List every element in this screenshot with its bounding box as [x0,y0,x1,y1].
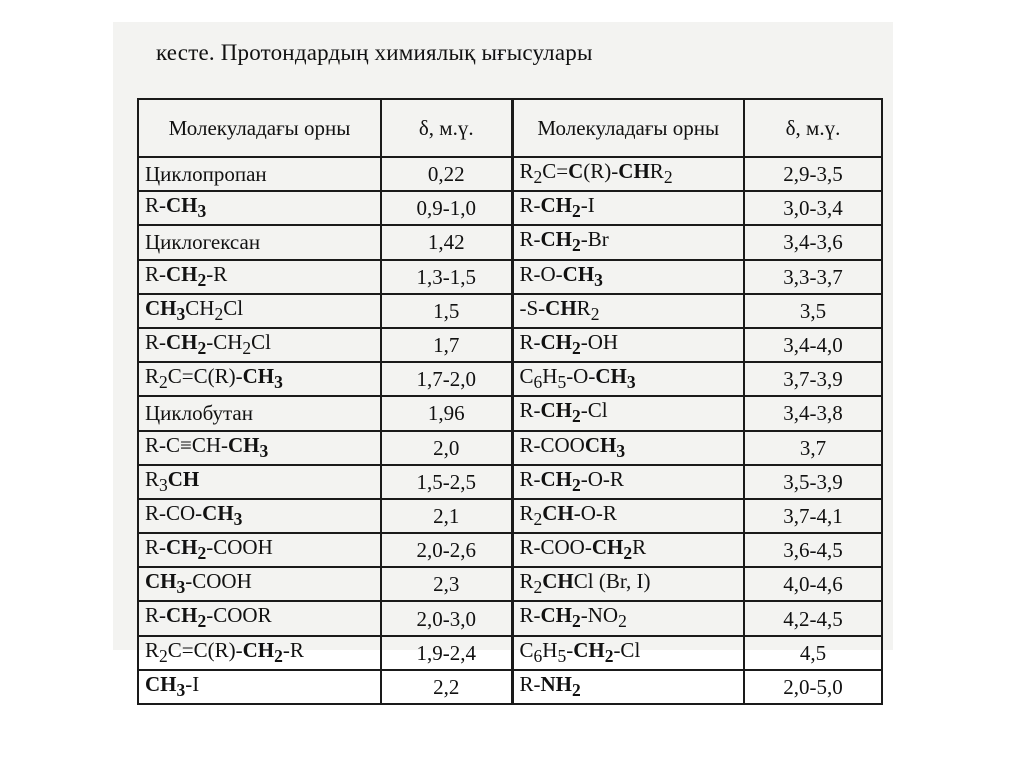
table-row [138,533,882,567]
table-row [138,499,882,533]
group-left-cell: Циклогексан [138,225,381,259]
table-row [138,191,882,225]
group-right-cell: $R-CH_2-OH$ [512,328,744,362]
group-right-cell: $R-CH_2-Br$ [512,225,744,259]
group-right-cell: $R-O-CH_3$ [512,260,744,294]
shift-left-cell: 1,96 [381,396,512,430]
header-shift-left: δ, м.ү. [381,99,512,157]
group-right-cell: $R_2CHCl$ (Br, I) [512,567,744,601]
table-row [138,225,882,259]
group-right-cell: $R-COOCH_3$ [512,431,744,465]
group-left-cell: $R-CH_3$ [138,191,381,225]
shift-right-cell: 4,5 [744,636,882,670]
table-row [138,567,882,601]
table-row [138,670,882,704]
table-row [138,601,882,635]
group-left-cell: $CH_3$-COOH [138,567,381,601]
chemical-shift-table [137,98,883,705]
shift-right-cell: 3,4-3,8 [744,396,882,430]
table-row [138,431,882,465]
group-left-cell: $R_2C=C(R)-CH_2-R$ [138,636,381,670]
group-right-cell: $C_6H_5-O-CH_3$ [512,362,744,396]
header-row [138,99,882,157]
shift-left-cell: 2,0 [381,431,512,465]
group-left-cell: $R_3CH$ [138,465,381,499]
group-right-cell: $R-CH_2-NO_2$ [512,601,744,635]
shift-left-cell: 2,1 [381,499,512,533]
table-row [138,157,882,191]
group-left-cell: $R-C\equiv CH-CH_3$ [138,431,381,465]
group-left-cell: $R-CH_2$-COOR [138,601,381,635]
group-left-cell: $CH_3-I$ [138,670,381,704]
table-row [138,362,882,396]
table-row [138,636,882,670]
group-right-cell: $C_6H_5-CH_2-Cl$ [512,636,744,670]
shift-left-cell: 2,2 [381,670,512,704]
shift-left-cell: 2,0-3,0 [381,601,512,635]
group-left-cell: Циклопропан [138,157,381,191]
shift-right-cell: 3,5 [744,294,882,328]
header-group-right: Молекуладағы орны [512,99,744,157]
table-row [138,260,882,294]
shift-right-cell: 4,2-4,5 [744,601,882,635]
shift-right-cell: 4,0-4,6 [744,567,882,601]
shift-right-cell: 3,4-3,6 [744,225,882,259]
group-right-cell: $R-COO-CH_2R$ [512,533,744,567]
shift-left-cell: 1,3-1,5 [381,260,512,294]
table-body [138,157,882,704]
shift-left-cell: 2,0-2,6 [381,533,512,567]
shift-right-cell: 3,6-4,5 [744,533,882,567]
group-left-cell: $R-CH_2$-COOH [138,533,381,567]
shift-left-cell: 0,22 [381,157,512,191]
table-row [138,465,882,499]
group-left-cell: $R-CH_2-CH_2Cl$ [138,328,381,362]
shift-right-cell: 2,9-3,5 [744,157,882,191]
shift-right-cell: 3,3-3,7 [744,260,882,294]
group-left-cell: Циклобутан [138,396,381,430]
shift-left-cell: 1,7-2,0 [381,362,512,396]
shift-right-cell: 3,5-3,9 [744,465,882,499]
group-right-cell: $R_2C=C(R)-CHR_2$ [512,157,744,191]
table-row [138,294,882,328]
group-left-cell: $R_2C=C(R)-CH_3$ [138,362,381,396]
shift-left-cell: 1,42 [381,225,512,259]
shift-left-cell: 1,5-2,5 [381,465,512,499]
group-left-cell: $CH_3CH_2Cl$ [138,294,381,328]
header-shift-right: δ, м.ү. [744,99,882,157]
group-left-cell: $R-CH_2-R$ [138,260,381,294]
group-right-cell: $R-NH_2$ [512,670,744,704]
group-right-cell: $R-CH_2-Cl$ [512,396,744,430]
shift-right-cell: 3,7-3,9 [744,362,882,396]
table-caption: кесте. Протондардың химиялық ығысулары [156,40,593,65]
table-row [138,328,882,362]
shift-right-cell: 3,4-4,0 [744,328,882,362]
group-left-cell: $R-CO-CH_3$ [138,499,381,533]
group-right-cell: $R_2CH-O-R$ [512,499,744,533]
header-group-left: Молекуладағы орны [138,99,381,157]
shift-left-cell: 1,7 [381,328,512,362]
table-row [138,396,882,430]
shift-left-cell: 1,5 [381,294,512,328]
shift-right-cell: 3,0-3,4 [744,191,882,225]
shift-left-cell: 2,3 [381,567,512,601]
shift-right-cell: 2,0-5,0 [744,670,882,704]
shift-right-cell: 3,7 [744,431,882,465]
shift-left-cell: 1,9-2,4 [381,636,512,670]
group-right-cell: $R-CH_2-O-R$ [512,465,744,499]
shift-right-cell: 3,7-4,1 [744,499,882,533]
group-right-cell: $-S-CHR_2$ [512,294,744,328]
shift-left-cell: 0,9-1,0 [381,191,512,225]
group-right-cell: $R-CH_2-I$ [512,191,744,225]
